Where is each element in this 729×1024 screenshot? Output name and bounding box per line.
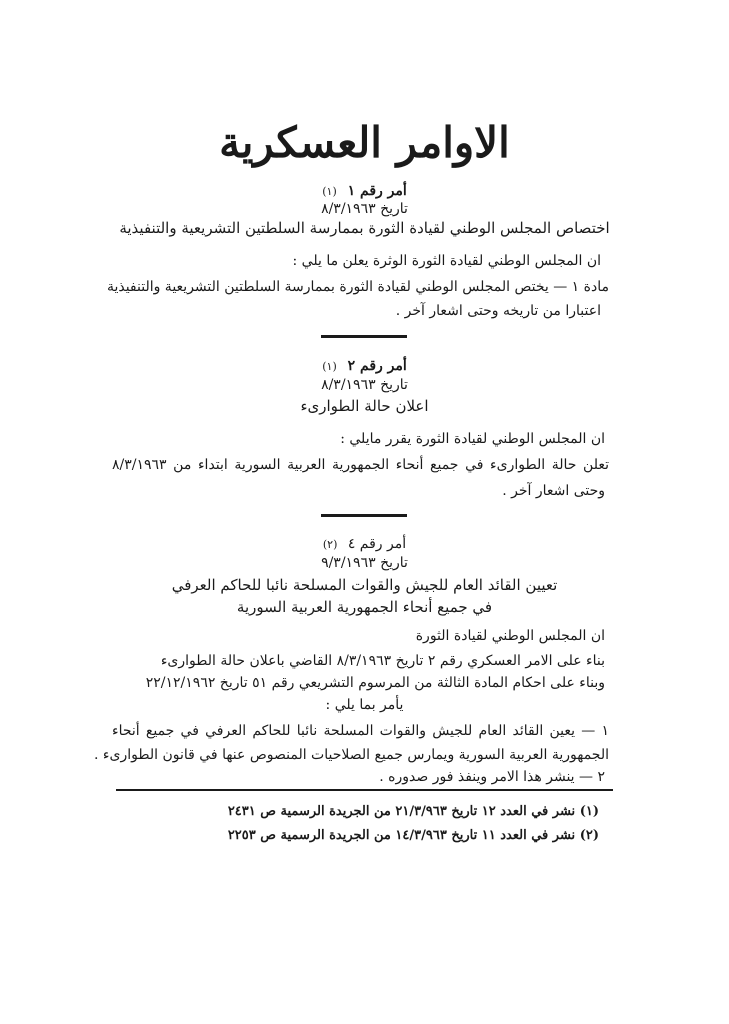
section-divider <box>321 335 407 338</box>
order-1-preamble: ان المجلس الوطني لقيادة الثورة الوثرة يعلن ما يلي : <box>292 253 601 269</box>
order-2-heading-row <box>0 357 729 376</box>
order-4-date: تاريخ ٩/٣/١٩٦٣ <box>321 555 408 571</box>
order-4-subject-line-1: تعيين القائد العام للجيش والقوات المسلحة نائبا للحاكم العرفي <box>171 576 558 594</box>
order-1-subject: اختصاص المجلس الوطني لقيادة الثورة بممارسة السلطتين التشريعية والتنفيذية <box>119 219 610 237</box>
order-4-orders-intro: يأمر بما يلي : <box>325 697 404 713</box>
footnote-2: (٢) نشر في العدد ١١ تاريخ ١٤/٣/٩٦٣ من الجريدة الرسمية ص ٢٢٥٣ <box>227 828 599 843</box>
order-4-heading-row <box>0 535 729 554</box>
order-2-article-cont: وحتى اشعار آخر . <box>502 483 605 499</box>
order-2-footnote-ref: (١) <box>322 360 337 373</box>
order-4-article-2: ٢ — ينشر هذا الامر وينفذ فور صدوره . <box>379 769 605 785</box>
order-4-article-1: ١ — يعين القائد العام للجيش والقوات المسلحة نائبا للحاكم العرفي في جميع أنحاء <box>112 723 609 739</box>
order-1-heading-row <box>0 182 729 201</box>
order-4-basis-1: بناء على الامر العسكري رقم ٢ تاريخ ٨/٣/١٩٦٣ القاضي باعلان حالة الطوارىء <box>160 653 605 669</box>
order-1-heading: أمر رقم ١ <box>347 183 407 199</box>
order-2-heading: أمر رقم ٢ <box>347 358 407 374</box>
page-title: الاوامر العسكرية <box>219 118 510 167</box>
order-4-subject-line-2: في جميع أنحاء الجمهورية العربية السورية <box>236 598 493 616</box>
order-4-heading: أمر رقم ٤ <box>347 536 407 552</box>
order-1-article-1: مادة ١ — يختص المجلس الوطني لقيادة الثورة بممارسة السلطتين التشريعية والتنفيذية <box>106 279 609 295</box>
order-2-date: تاريخ ٨/٣/١٩٦٣ <box>321 377 408 393</box>
order-4-basis-2: وبناء على احكام المادة الثالثة من المرسوم التشريعي رقم ٥١ تاريخ ٢٢/١٢/١٩٦٢ <box>145 675 605 691</box>
footnote-1: (١) نشر في العدد ١٢ تاريخ ٢١/٣/٩٦٣ من الجريدة الرسمية ص ٢٤٣١ <box>227 804 599 819</box>
order-4-preamble: ان المجلس الوطني لقيادة الثورة <box>415 628 605 644</box>
scan-speck <box>118 526 158 528</box>
section-divider <box>321 514 407 517</box>
order-1-article-1-cont: اعتبارا من تاريخه وحتى اشعار آخر . <box>395 303 601 319</box>
order-2-preamble: ان المجلس الوطني لقيادة الثورة يقرر مايلي : <box>340 431 605 447</box>
order-4-article-1-cont: الجمهورية العربية السورية ويمارس جميع الصلاحيات المنصوص عنها في قانون الطوارىء . <box>94 747 609 763</box>
order-4-footnote-ref: (٢) <box>322 538 338 551</box>
order-2-subject: اعلان حالة الطوارىء <box>300 397 429 415</box>
order-1-footnote-ref: (١) <box>322 185 337 198</box>
footnote-divider <box>116 789 613 791</box>
order-1-date: تاريخ ٨/٣/١٩٦٣ <box>321 201 408 217</box>
order-2-article: تعلن حالة الطوارىء في جميع أنحاء الجمهورية العربية السورية ابتداء من ٨/٣/١٩٦٣ <box>112 457 609 473</box>
